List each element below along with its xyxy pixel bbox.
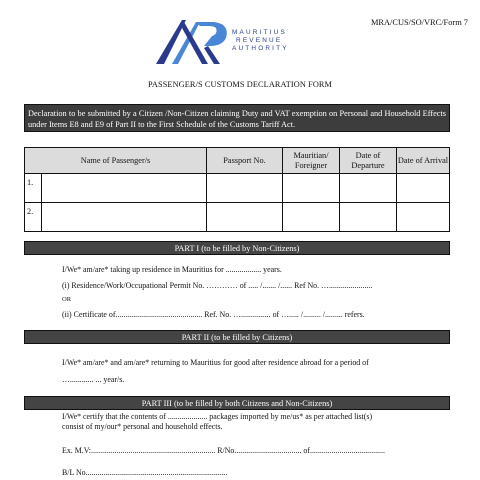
row-number: 1. <box>25 174 42 203</box>
passenger-name-cell[interactable] <box>42 174 207 203</box>
part3-header: PART III (to be filled by both Citizens and Non-Citizens) <box>24 396 450 410</box>
col-passport-no: Passport No. <box>207 148 283 174</box>
table-row <box>25 203 450 232</box>
row-number: 2. <box>25 203 42 232</box>
part1-permit-line: (i) Residence/Work/Occupational Permit No. ………… of ..... /....... /...... Ref No. …...................... <box>62 281 373 290</box>
table-row <box>25 174 450 203</box>
part1-residence-line: I/We* am/are* taking up residence in Mauritius for .................. years. <box>62 265 282 274</box>
part2-period-line: …............ ... year/s. <box>62 375 125 384</box>
part3-vessel-line: Ex. M.V:............................................................... R/No.................................. of...................................... <box>62 446 385 455</box>
part3-certify-line: I/We* certify that the contents of .................... packages imported by me/us* as per attached list(s) <box>62 412 373 421</box>
part3-contents-line: consist of my/our* personal and household effects. <box>62 422 223 431</box>
col-date-of-arrival: Date of Arrival <box>397 148 450 174</box>
departure-date-cell[interactable] <box>340 203 397 232</box>
arrival-date-cell[interactable] <box>397 203 450 232</box>
col-date-of-departure: Date of Departure <box>340 148 397 174</box>
passenger-name-cell[interactable] <box>42 203 207 232</box>
part1-certificate-line: (ii) Certificate of............................................ Ref. No. …............... of …..... /......... /......... refers. <box>62 310 365 319</box>
logo-wordmark: MAURITIUS REVENUE AUTHORITY <box>232 29 289 53</box>
passport-no-cell[interactable] <box>207 203 283 232</box>
part1-header: PART I (to be filled by Non-Citizens) <box>24 241 450 255</box>
form-title: PASSENGER/S CUSTOMS DECLARATION FORM <box>147 80 333 89</box>
part1-or: OR <box>62 296 72 303</box>
part2-returning-line: I/We* am/are* and am/are* returning to Mauritius for good after residence abroad for a period of <box>62 358 369 367</box>
declaration-banner: Declaration to be submitted by a Citizen /Non-Citizen claiming Duty and VAT exemption on Personal and Household Effects under Items E8 and E9 of Part II to the First Schedule of the Customs Tariff Act. <box>24 104 450 132</box>
table-header-row <box>25 148 450 174</box>
part2-header: PART II (to be filled by Citizens) <box>24 330 450 344</box>
nationality-cell[interactable] <box>283 174 340 203</box>
mra-logo-icon <box>152 12 242 70</box>
col-mauritian-foreigner: Mauritian/ Foreigner <box>283 148 340 174</box>
col-name-of-passenger: Name of Passenger/s <box>25 148 207 174</box>
form-reference: MRA/CUS/SO/VRC/Form 7 <box>370 18 468 27</box>
departure-date-cell[interactable] <box>340 174 397 203</box>
arrival-date-cell[interactable] <box>397 174 450 203</box>
passport-no-cell[interactable] <box>207 174 283 203</box>
passenger-table <box>24 147 450 232</box>
nationality-cell[interactable] <box>283 203 340 232</box>
mra-logo <box>152 12 338 70</box>
part3-bl-line: B/L No........................................................................ <box>62 468 228 477</box>
